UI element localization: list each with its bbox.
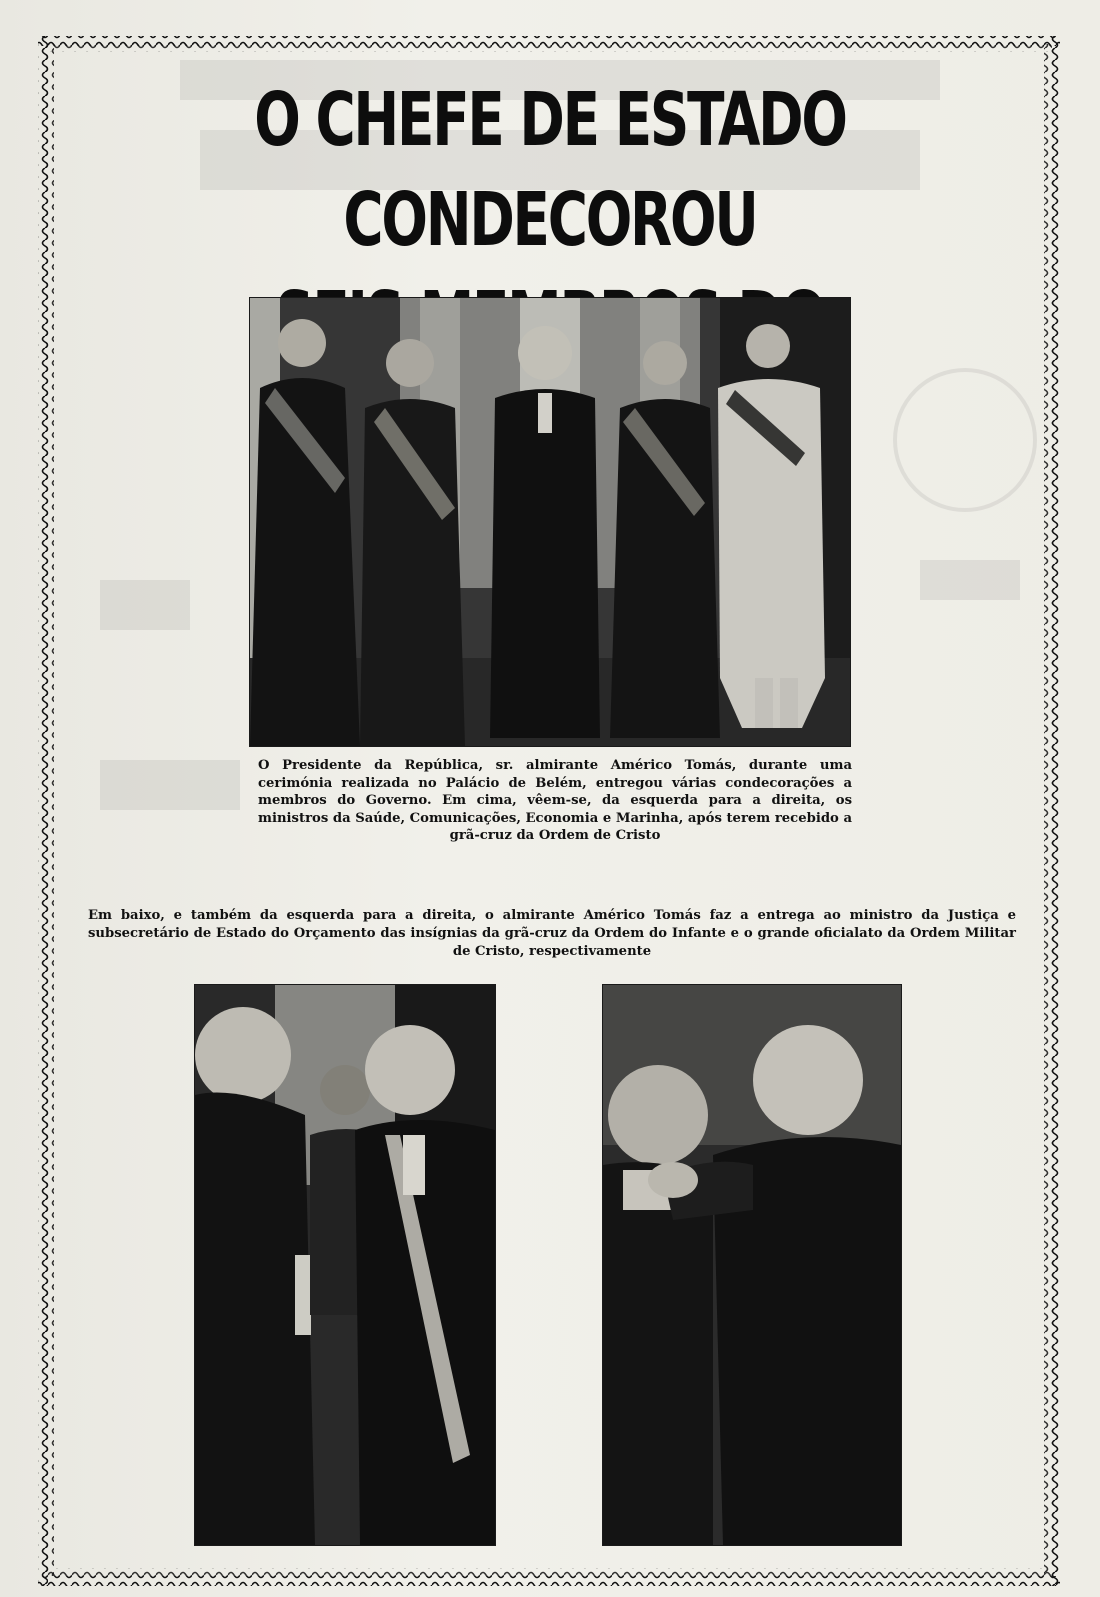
caption-bottom-photos: Em baixo, e também da esquerda para a direita, o almirante Américo Tomás faz a entrega ao ministro da Justiça e subsecretário de Estado do Orçamento das insígnias da grã-cruz da Ordem do Infante e o grande oficialato da Ordem Militar de Cristo, respectivamente <box>88 908 1016 959</box>
photo-bottom-right-image <box>603 985 901 1545</box>
photo-top-image <box>250 298 850 746</box>
photo-bottom-left-justice-minister <box>195 985 495 1545</box>
photo-bottom-left-image <box>195 985 495 1545</box>
photo-bottom-right-budget-secretary <box>603 985 901 1545</box>
caption-top-photo: O Presidente da República, sr. almirante Américo Tomás, durante uma cerimónia realizada no Palácio de Belém, entregou várias condecorações a membros do Governo. Em cima, vêem-se, da esquerda para a direita, os ministros da Saúde, Comunicações, Economia e Marinha, após terem recebido a grã-cruz da Ordem de Cristo <box>258 758 852 843</box>
photo-top-ministers <box>250 298 850 746</box>
headline-line-1: O CHEFE DE ESTADO CONDECOROU <box>254 77 846 263</box>
